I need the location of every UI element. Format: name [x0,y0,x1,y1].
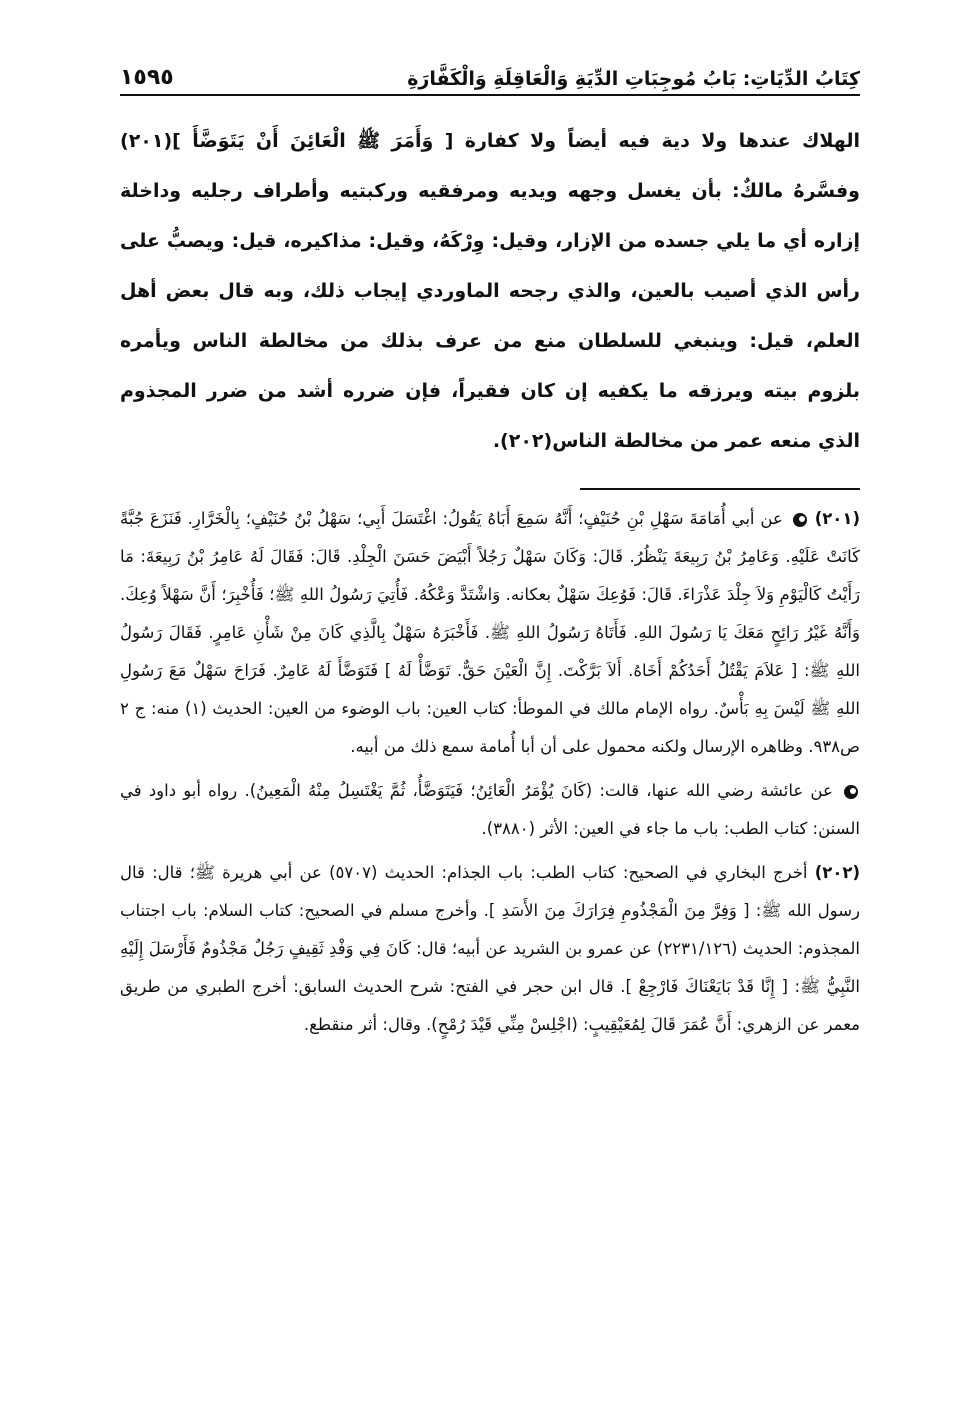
footnotes [120,500,860,1044]
footnote-separator [580,488,860,490]
footnote-subtext: عن عائشة رضي الله عنها، قالت: (كَانَ يُؤْمَرُ الْعَائِنُ؛ فَيَتَوَضَّأُ، ثُمَّ يَغْتَسِلُ مِنْهُ الْمَعِينُ). رواه أبو داود في السنن: كتاب الطب: باب ما جاء في العين: الأثر (٣٨٨٠). [120,781,860,838]
bullet-icon [844,785,858,799]
main-text [120,116,860,466]
footnote-text: أخرج البخاري في الصحيح: كتاب الطب: باب الجذام: الحديث (٥٧٠٧) عن أبي هريرة ﷺ؛ قال: قال رسول الله ﷺ: [ وَفِرَّ مِنَ الْمَجْذُومِ فِرَارَكَ مِنَ الأَسَدِ ]. وأخرج مسلم في الصحيح: كتاب السلام: باب اجتناب المجذوم: الحديث (٢٢٣١/١٢٦) عن عمرو بن الشريد عن أبيه؛ قال: كَانَ فِي وَفْدِ ثَقِيفٍ رَجُلٌ مَجْذُومٌ فَأَرْسَلَ إِلَيْهِ النَّبِيُّ ﷺ: [ إِنَّا قَدْ بَايَعْنَاكَ فَارْجِعْ ]. قال ابن حجر في الفتح: شرح الحديث السابق: أخرج الطبري من طريق معمر عن الزهري: أَنَّ عُمَرَ قَالَ لِمُعَيْقِيبٍ: (اجْلِسْ مِنِّي قَيْدَ رُمْحٍ). وقال: أثر منقطع. [120,863,860,1034]
footnote-number: (٢٠١) [814,509,860,528]
bullet-icon [793,513,807,527]
footnote-text: عن أبي أُمَامَةَ سَهْلِ بْنِ حُنَيْفٍ؛ أَنَّهُ سَمِعَ أَبَاهُ يَقُولُ: اغْتَسَلَ أَبِي؛ سَهْلُ بْنُ حُنَيْفٍ؛ بِالْخَرَّارِ. فَنَزَعَ جُبَّةً كَانَتْ عَلَيْهِ. وَعَامِرُ بْنُ رَبِيعَةَ يَنْظُرُ. قَالَ: وَكَانَ سَهْلٌ رَجُلاً أَبْيَضَ حَسَنَ الْجِلْدِ. قَالَ: فَقَالَ لَهُ عَامِرُ بْنُ رَبِيعَةَ: مَا رَأَيْتُ كَالْيَوْمِ وَلاَ جِلْدَ عَذْرَاءَ. قَالَ: فَوُعِكَ سَهْلٌ بعكانه. وَاشْتَدَّ وَعْكُهُ. فَأُتِيَ رَسُولُ اللهِ ﷺ؛ فَأُخْبِرَ؛ أَنَّ سَهْلاً وُعِكَ. وَأَنَّهُ غَيْرُ رَائِحٍ مَعَكَ يَا رَسُولَ اللهِ. فَأَتَاهُ رَسُولُ اللهِ ﷺ. فَأَخْبَرَهُ سَهْلٌ بِالَّذِي كَانَ مِنْ شَأْنِ عَامِرٍ. فَقَالَ رَسُولُ اللهِ ﷺ: [ عَلاَمَ يَقْتُلُ أَحَدُكُمْ أَخَاهُ. أَلاَ بَرَّكْتَ. إِنَّ الْعَيْنَ حَقٌّ. تَوَضَّأْ لَهُ ] فَتَوَضَّأَ لَهُ عَامِرٌ. فَرَاحَ سَهْلٌ مَعَ رَسُولِ اللهِ ﷺ لَيْسَ بِهِ بَأْسٌ. رواه الإمام مالك في الموطأ: كتاب العين: باب الوضوء من العين: الحديث (١) منه: ج ٢ ص٩٣٨. وظاهره الإرسال ولكنه محمول على أن أبا أُمامة سمع ذلك من أبيه. [120,509,860,756]
footnote-202 [120,854,860,1044]
footnote-201 [120,500,860,766]
chapter-title: كِتَابُ الدِّيَاتِ: بَابُ مُوجِبَاتِ الدِّيَةِ وَالْعَاقِلَةِ وَالْكَفَّارَةِ [407,68,860,90]
page-header [120,40,860,96]
footnote-number: (٢٠٢) [814,863,861,882]
book-page [120,40,860,1380]
page-number: ١٥٩٥ [120,65,174,90]
footnote-201-sub [120,772,860,848]
main-paragraph: الهلاك عندها ولا دية فيه أيضاً ولا كفارة [ وَأَمَرَ ﷺ الْعَائِنَ أَنْ يَتَوَضَّأَ ](٢٠١) وفسَّرهُ مالكٌ: بأن يغسل وجهه ويديه ومرفقيه وركبتيه وأطراف رجليه وداخلة إزاره أي ما يلي جسده من الإزار، وقيل: وِرْكَهُ، وقيل: مذاكيره، قيل: ويصبُّ على رأس الذي أصيب بالعين، والذي رجحه الماوردي إيجاب ذلك، وبه قال بعض أهل العلم، قيل: وينبغي للسلطان منع من عرف بذلك من مخالطة الناس ويأمره بلزوم بيته ويرزقه ما يكفيه إن كان فقيراً، فإن ضرره أشد من ضرر المجذوم الذي منعه عمر من مخالطة الناس(٢٠٢). [120,130,860,452]
